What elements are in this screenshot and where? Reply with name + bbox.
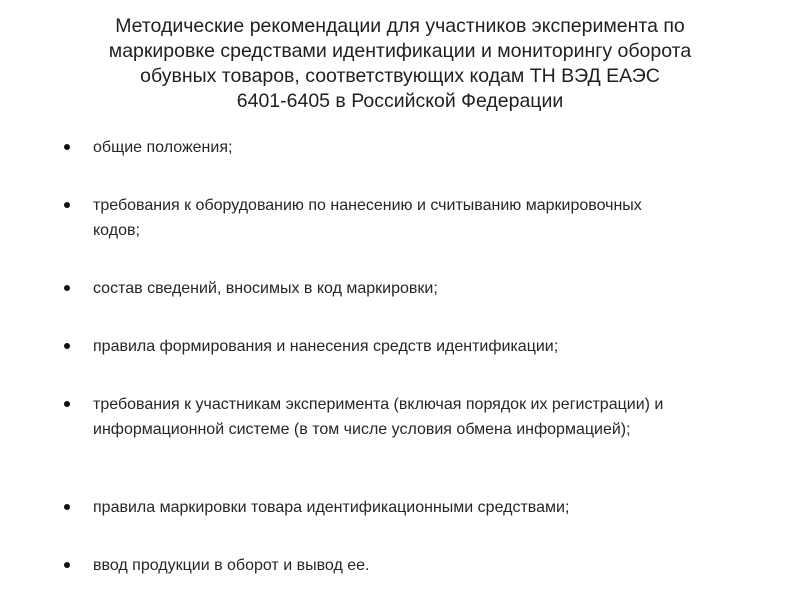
bullet-item xyxy=(64,135,764,160)
bullet-dot-icon xyxy=(64,202,70,208)
bullet-item xyxy=(64,495,764,520)
bullet-item xyxy=(64,553,764,578)
bullet-dot-icon xyxy=(64,285,70,291)
bullet-dot-icon xyxy=(64,343,70,349)
bullet-text: правила маркировки товара идентификационными средствами; xyxy=(93,499,570,516)
slide-title: Методические рекомендации для участников эксперимента по маркировке средствами идентификации и мониторингу оборота обувных товаров, соответствующих кодам ТН ВЭД ЕАЭС 6401-6405 в Российской Федерации xyxy=(108,15,692,112)
bullet-text: ввод продукции в оборот и вывод ее. xyxy=(93,557,370,574)
bullet-dot-icon xyxy=(64,504,70,510)
bullet-text: состав сведений, вносимых в код маркировки; xyxy=(93,280,438,297)
bullet-item xyxy=(64,193,764,243)
bullet-text: требования к оборудованию по нанесению и считыванию маркировочных кодов; xyxy=(93,197,642,239)
bullet-dot-icon xyxy=(64,401,70,407)
bullet-dot-icon xyxy=(64,562,70,568)
bullet-item xyxy=(64,392,764,442)
bullet-dot-icon xyxy=(64,144,70,150)
bullet-text: требования к участникам эксперимента (включая порядок их регистрации) и информационной системе (в том числе условия обмена информацией); xyxy=(93,396,664,438)
bullet-text: правила формирования и нанесения средств идентификации; xyxy=(93,338,559,355)
bullet-text: общие положения; xyxy=(93,139,233,156)
bullet-item xyxy=(64,334,764,359)
bullet-item xyxy=(64,276,764,301)
